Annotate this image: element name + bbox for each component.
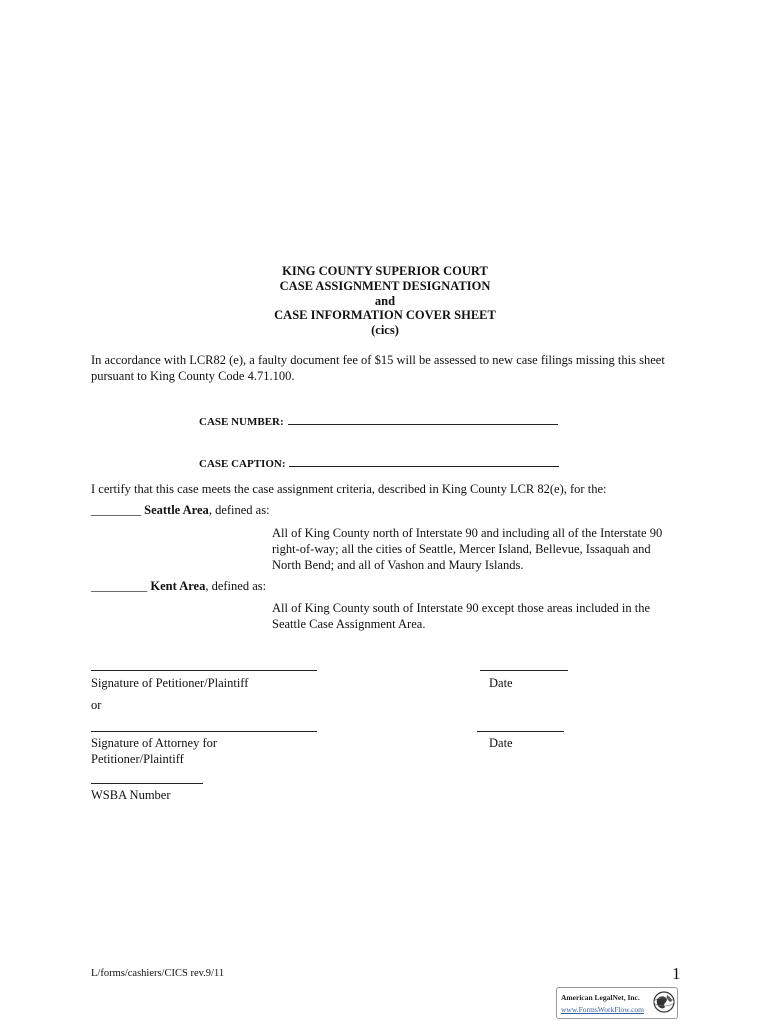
notice-line-2: pursuant to King County Code 4.71.100. xyxy=(91,369,295,383)
case-caption-field[interactable] xyxy=(289,466,559,467)
kent-desc-2: Seattle Case Assignment Area. xyxy=(272,617,426,631)
petitioner-date-line[interactable] xyxy=(480,670,568,671)
seattle-area-suffix: , defined as: xyxy=(208,503,270,517)
kent-area-suffix: , defined as: xyxy=(205,579,267,593)
notice-line-1: In accordance with LCR82 (e), a faulty document fee of $15 will be assessed to new case filings missing this sheet xyxy=(91,353,665,367)
title-cover-sheet: CASE INFORMATION COVER SHEET xyxy=(274,308,496,322)
american-legalnet-logo xyxy=(556,987,678,1019)
title-cics: (cics) xyxy=(371,323,399,337)
or-label: or xyxy=(91,698,102,712)
globe-icon xyxy=(653,991,675,1013)
seattle-area-checkbox-blank[interactable]: ________ xyxy=(91,503,141,517)
petitioner-signature-label: Signature of Petitioner/Plaintiff xyxy=(91,676,249,690)
title-and: and xyxy=(374,294,396,308)
logo-company-name: American LegalNet, Inc. xyxy=(561,993,640,1002)
title-court: KING COUNTY SUPERIOR COURT xyxy=(282,264,488,278)
logo-url[interactable]: www.FormsWorkFlow.com xyxy=(561,1005,645,1014)
attorney-signature-line[interactable] xyxy=(91,731,317,732)
wsba-number-label: WSBA Number xyxy=(91,788,171,802)
seattle-area-row xyxy=(91,502,270,518)
case-number-field[interactable] xyxy=(288,424,558,425)
attorney-date-label: Date xyxy=(489,736,513,750)
kent-area-name: Kent Area xyxy=(150,579,206,593)
petitioner-signature-line[interactable] xyxy=(91,670,317,671)
title-assignment: CASE ASSIGNMENT DESIGNATION xyxy=(279,279,491,293)
attorney-date-line[interactable] xyxy=(477,731,564,732)
kent-desc-1: All of King County south of Interstate 90 except those areas included in the xyxy=(272,601,651,615)
attorney-signature-label-2: Petitioner/Plaintiff xyxy=(91,752,184,766)
case-number-row xyxy=(199,412,558,430)
certify-statement: I certify that this case meets the case assignment criteria, described in King County LCR 82(e), for the: xyxy=(91,482,607,496)
case-caption-row xyxy=(199,454,559,472)
wsba-number-line[interactable] xyxy=(91,783,203,784)
seattle-desc-2: right-of-way; all the cities of Seattle, Mercer Island, Bellevue, Issaquah and xyxy=(272,542,651,556)
petitioner-date-label: Date xyxy=(489,676,513,690)
page-number: 1 xyxy=(672,964,681,983)
form-id: L/forms/cashiers/CICS rev.9/11 xyxy=(91,968,225,979)
seattle-desc-3: North Bend; and all of Vashon and Maury Islands. xyxy=(272,558,524,572)
attorney-signature-label-1: Signature of Attorney for xyxy=(91,736,218,750)
case-caption-label: CASE CAPTION: xyxy=(199,458,286,470)
seattle-area-name: Seattle Area xyxy=(144,503,209,517)
case-number-label: CASE NUMBER: xyxy=(199,416,284,428)
seattle-desc-1: All of King County north of Interstate 90 and including all of the Interstate 90 xyxy=(272,526,663,540)
kent-area-checkbox-blank[interactable]: _________ xyxy=(91,579,148,593)
kent-area-row xyxy=(91,578,266,594)
